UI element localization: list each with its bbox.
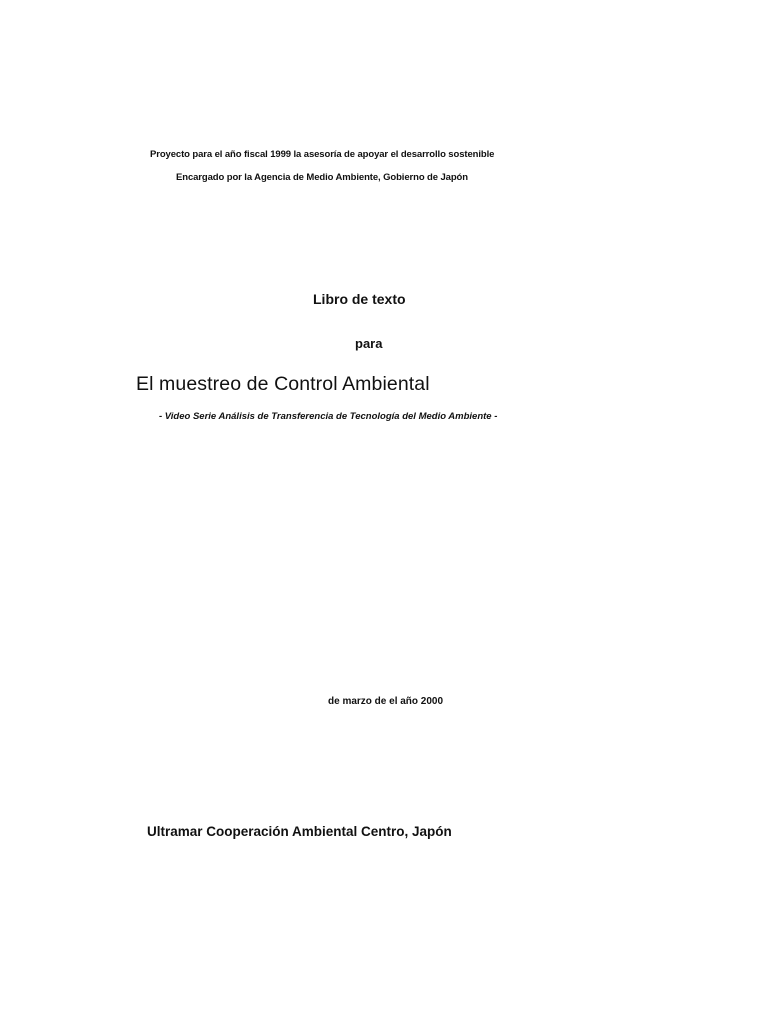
project-line: Proyecto para el año fiscal 1999 la asesoría de apoyar el desarrollo sostenible (150, 149, 495, 160)
textbook-label: Libro de texto (313, 291, 406, 307)
commissioned-by-line: Encargado por la Agencia de Medio Ambiente, Gobierno de Japón (176, 172, 468, 183)
organization-name: Ultramar Cooperación Ambiental Centro, Japón (147, 824, 452, 839)
subtitle: - Video Serie Análisis de Transferencia de Tecnología del Medio Ambiente - (159, 411, 498, 422)
for-label: para (355, 336, 383, 351)
main-title: El muestreo de Control Ambiental (136, 373, 430, 395)
publication-date: de marzo de el año 2000 (328, 696, 444, 707)
